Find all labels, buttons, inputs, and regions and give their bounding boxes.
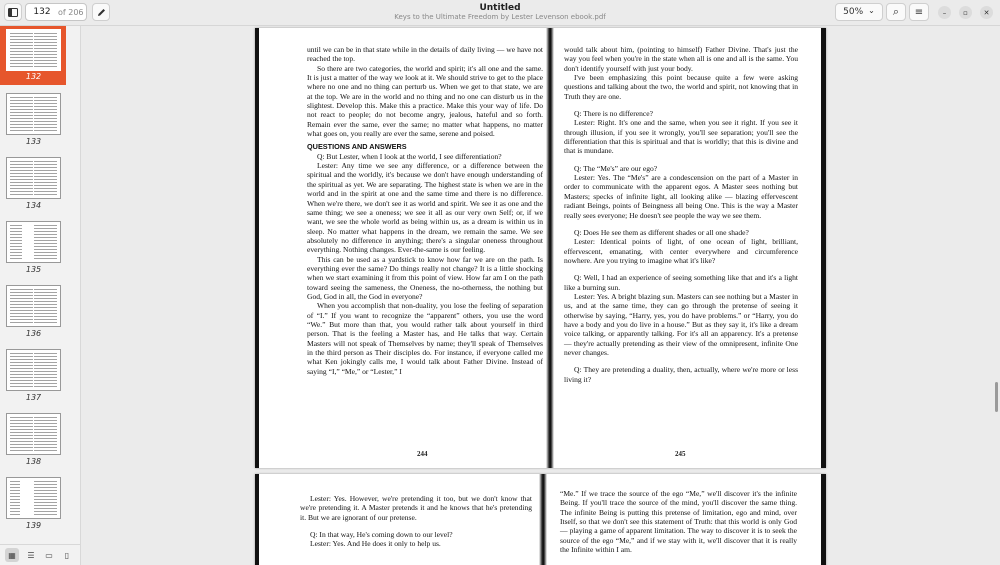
vertical-scrollbar[interactable] bbox=[995, 382, 998, 412]
main-menu-button[interactable] bbox=[909, 3, 929, 21]
thumbnail-label: 133 bbox=[25, 137, 42, 146]
outline-view-button[interactable] bbox=[24, 548, 38, 562]
right-page-text bbox=[560, 489, 797, 554]
text-paragraph: Lester: Yes. A bright blazing sun. Masters can see nothing but a Master in us, and at the same time, they can go through the pretense of seeing it otherwise by saying, “Harry, yes, you do have problems.” or “Harry, you do have a body and you do live in a house.” But as they say it, it's like a dream voice talking, or apparently talking. For it's all an apparency. It's a pretense — they're actually pretending as their view of the omnipresent, infinite One never changes. bbox=[564, 291, 798, 357]
right-page-text bbox=[564, 45, 798, 384]
hamburger-icon: ≡ bbox=[914, 6, 924, 18]
page-spread-244-245 bbox=[255, 28, 826, 468]
header-bar bbox=[0, 0, 1000, 26]
list-icon: ☰ bbox=[27, 550, 35, 560]
sidebar-icon bbox=[8, 8, 18, 17]
text-paragraph: Lester: Yes. However, we're pretending it too, but we don't know that we're pretending it. A Master pretends it and he knows that he's pretending it. But we are ignorant of our pretense. bbox=[300, 494, 532, 522]
thumbnail-label: 134 bbox=[25, 201, 42, 210]
page-number-244: 244 bbox=[417, 450, 428, 458]
thumbnail-page-136[interactable] bbox=[6, 285, 61, 327]
text-paragraph: This can be used as a yardstick to know how far we are on the path. Is everything ever the same? Do things really not change? It is a little shocking when we start examining it from this point of view. How far am I on the path toward seeing the sameness, the Oneness, the no-otherness, the nothing but God, God in all, the God in everyone? bbox=[307, 254, 543, 301]
thumbnails-view-button[interactable] bbox=[5, 548, 19, 562]
text-paragraph: until we can be in that state while in the details of daily living — we have not reached the top. bbox=[307, 45, 543, 64]
text-paragraph: Lester: Yes. And He does it only to help us. bbox=[310, 539, 441, 549]
document-filename: Keys to the Ultimate Freedom by Lester Levenson ebook.pdf bbox=[394, 13, 606, 21]
window-title: Untitled bbox=[479, 3, 521, 13]
minimize-icon: – bbox=[942, 8, 947, 17]
document-viewer[interactable] bbox=[81, 26, 1000, 565]
left-page-text bbox=[307, 45, 543, 376]
thumbnail-page-139[interactable] bbox=[6, 477, 61, 519]
bookmark-icon: ▯ bbox=[64, 550, 70, 560]
text-paragraph: Q: The “Me's” are our ego? bbox=[574, 163, 658, 173]
thumbnail-label: 138 bbox=[25, 457, 42, 466]
thumbnail-page-134[interactable] bbox=[6, 157, 61, 199]
section-heading: QUESTIONS AND ANSWERS bbox=[307, 142, 407, 152]
thumbnail-label: 137 bbox=[25, 393, 42, 402]
text-paragraph: So there are two categories, the world and spirit; it's all one and the same. It is just a matter of the way we look at it. We should strive to get to the place where no one and no thing can perturb us. When we get to that state, we are at the top. We are in the world and no thing and no one can disturb us in the slightest. Develop this. Make this a practice. Make this your way of life. Do not react to people; do not become angry, jealous, hateful and so forth. Remain ever the same, ever the same; no matter what happens, no matter what goes on, you really are ever the same, serene and poised. bbox=[307, 63, 543, 139]
annotations-icon: ▭ bbox=[45, 550, 53, 560]
zoom-value: 50% bbox=[843, 7, 864, 17]
text-paragraph: Lester: Yes. The “Me's” are a condescension on the part of a Master in order to communicate with the apparent egos. A Master sees nothing but Masters; specks of infinite light, all looking alike — blazing effervescent radiant Beings, points of Beingness all being One. This is the way a Master really sees everyone; He doesn't see people the way we see them. bbox=[564, 173, 798, 220]
thumbnail-label: 135 bbox=[25, 265, 42, 274]
zoom-dropdown[interactable] bbox=[835, 3, 883, 21]
page-number-245: 245 bbox=[675, 450, 686, 458]
thumbnail-page-133[interactable] bbox=[6, 93, 61, 135]
maximize-icon: ▫ bbox=[963, 8, 968, 17]
text-paragraph: Q: There is no difference? bbox=[574, 109, 653, 119]
text-paragraph: “Me.” If we trace the source of the ego “Me,” we'll discover it's the infinite Being. If you'll trace the source of the mind, you'll discover the same thing. The infinite Being is putting this pretense of limitation, ego and mind, over Itself, so that we don't see this statement of Truth: that this world is only God — playing a game of apparent limitation. The way to discover it is to seek the source of the ego “Me,” and if we stay with it, we'll discover that it is really the Infinite within I am. bbox=[560, 489, 797, 555]
thumbnail-label: 132 bbox=[25, 72, 42, 81]
minimize-button[interactable] bbox=[938, 6, 951, 19]
maximize-button[interactable] bbox=[959, 6, 972, 19]
chevron-down-icon: ⌄ bbox=[868, 6, 875, 15]
page-spread-246-247 bbox=[255, 474, 826, 565]
text-paragraph: Lester: Any time we see any difference, or a difference between the spiritual and the worldly, it's because we don't have enough understanding of the spiritual as yet. We are separating. The highest state is when we are in the world and in the spirit at one and the same time and there is no difference. When we're there, we don't see it as world and spirit. We see it as one and the same thing; we see a oneness; we see it all as our very own Self; or, if we want, we see the whole world as being within us, as a dream is within us in sleep. No matter what happens in the dream, we remain the same. We see absolutely no difference in anything; there's a singular oneness throughout everything. Nothing changes. Ever-the-same is our feeling. bbox=[307, 161, 543, 255]
annotations-view-button[interactable] bbox=[42, 548, 56, 562]
sidebar-toggle-button[interactable] bbox=[4, 3, 22, 21]
page-number-entry[interactable] bbox=[25, 3, 87, 21]
text-paragraph: Q: Does He see them as different shades or all one shade? bbox=[574, 227, 749, 237]
text-paragraph: Lester: Right. It's one and the same, when you see it right. If you see it through illusion, if you see it wrongly, you'll see separation; you'll see the differentiation that this is spiritual and that is worldly; that this is divine and that is mundane. bbox=[564, 118, 798, 156]
text-paragraph: Lester: Identical points of light, of one ocean of light, brilliant, effervescent, emanating, with center everywhere and circumference nowhere. Are you trying to imagine what it's like? bbox=[564, 237, 798, 265]
bookmarks-view-button[interactable] bbox=[60, 548, 74, 562]
thumbnail-label: 139 bbox=[25, 521, 42, 530]
thumbnail-page-138[interactable] bbox=[6, 413, 61, 455]
grid-icon: ▦ bbox=[8, 550, 16, 560]
search-icon: ⌕ bbox=[892, 5, 900, 18]
close-icon: ✕ bbox=[983, 8, 990, 17]
text-paragraph: Q: In that way, He's coming down to our level? bbox=[310, 530, 453, 540]
thumbnail-label: 136 bbox=[25, 329, 42, 338]
close-button[interactable] bbox=[980, 6, 993, 19]
text-paragraph: When you accomplish that non-duality, you lose the feeling of separation of “I.” If you want to recognize the “apparent” others, you use the word “We.” But more than that, you would rather talk about yourself in third person. That is the feeling a Master has, and He talks that way. Certain Masters will not speak of Themselves by name; they'll speak of Themselves in the third person as Their disciples do. For instance, if everyone called me what Ken jokingly calls me, I would talk about Father Divine. Instead of saying “I,” “Me,” or “Lester,” I bbox=[307, 301, 543, 376]
search-button[interactable] bbox=[886, 3, 906, 21]
text-paragraph: I've been emphasizing this point because quite a few were asking questions and talking about the two, the world and spirit, not knowing that in Truth they are one. bbox=[564, 73, 798, 101]
thumbnail-page-135[interactable] bbox=[6, 221, 61, 263]
annotate-button[interactable] bbox=[92, 3, 110, 21]
total-pages-label: of 206 bbox=[58, 7, 84, 17]
text-paragraph: Q: They are pretending a duality, then, actually, where we're more or less living it? bbox=[564, 365, 798, 384]
thumbnail-page-137[interactable] bbox=[6, 349, 61, 391]
pen-icon bbox=[97, 8, 106, 17]
text-paragraph: Q: Well, I had an experience of seeing something like that and it's a light like a burning sun. bbox=[564, 273, 798, 292]
left-page-text bbox=[300, 494, 532, 549]
text-paragraph: would talk about him, (pointing to himself) Father Divine. That's just the way you feel when you're in the state when all is one and all is the same. You don't identify yourself with just your body. bbox=[564, 45, 798, 73]
current-page-input[interactable]: 132 bbox=[33, 7, 51, 17]
thumbnail-page-132[interactable] bbox=[6, 29, 61, 71]
text-paragraph: Q: But Lester, when I look at the world, I see differentiation? bbox=[317, 151, 502, 161]
sidebar-footer bbox=[0, 544, 80, 565]
